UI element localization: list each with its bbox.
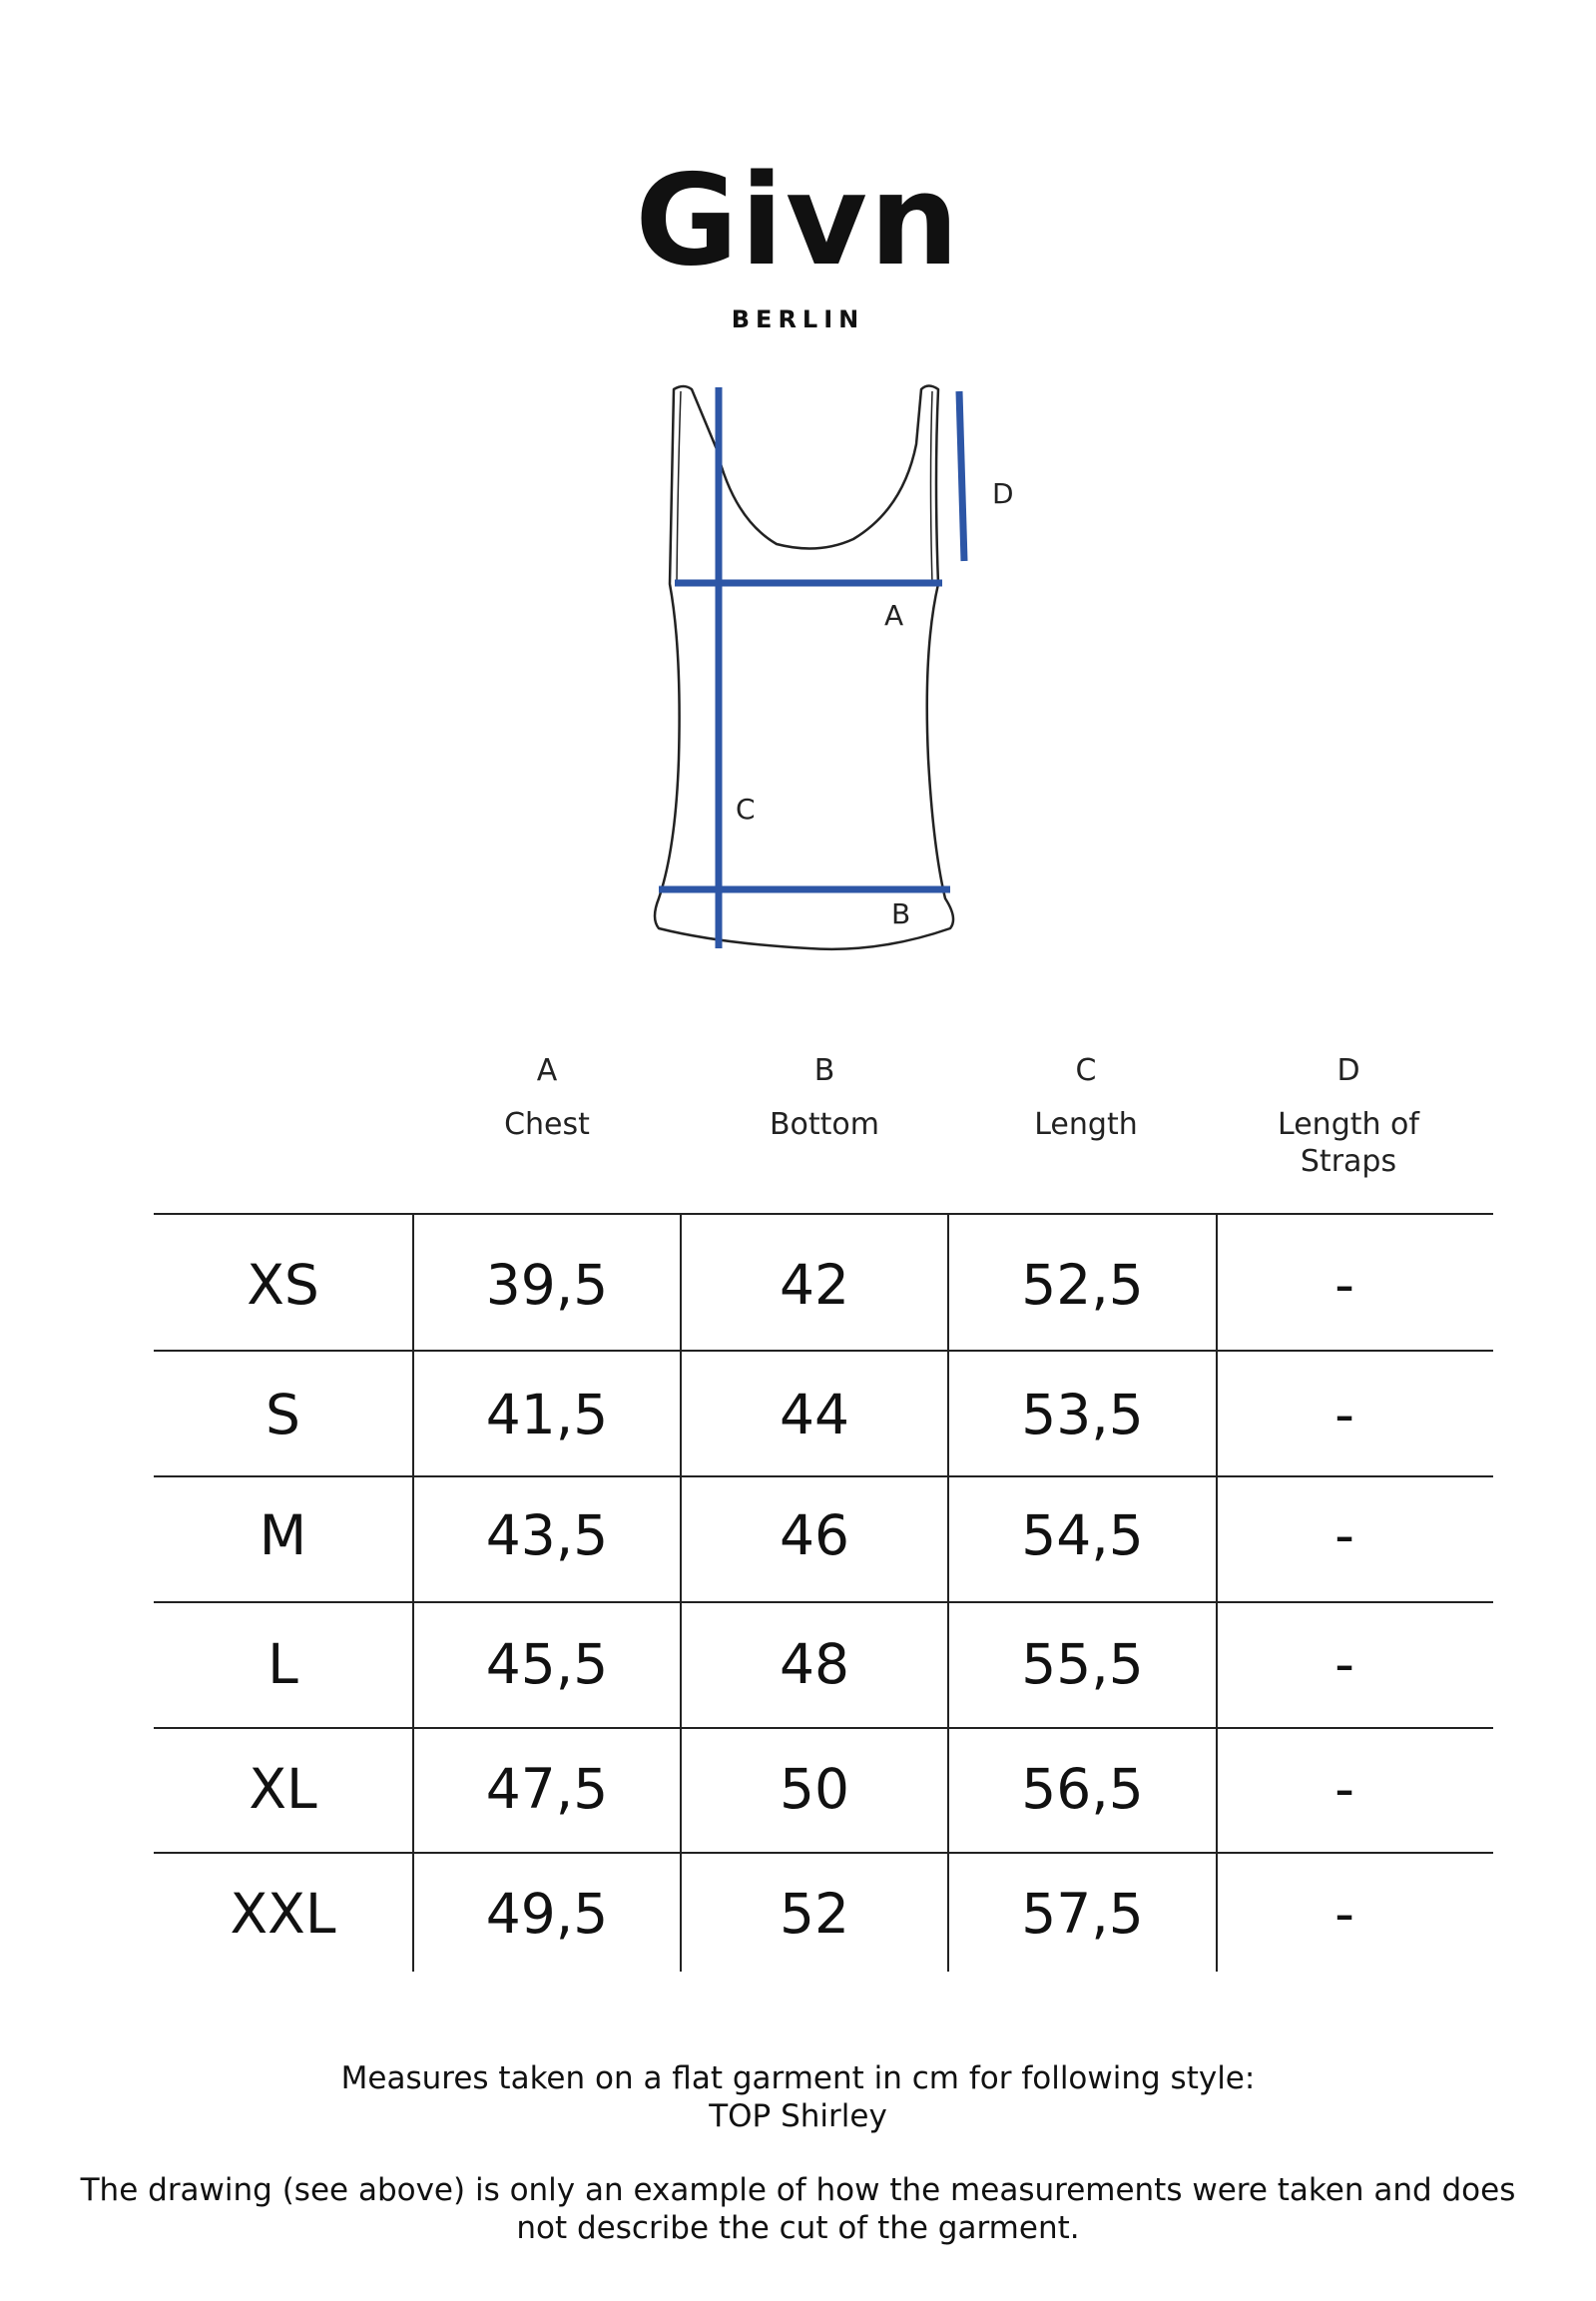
column-name: Length of Straps (1278, 1107, 1419, 1179)
brand-city: BERLIN (731, 305, 865, 333)
chest-value: 43,5 (485, 1503, 609, 1567)
column-header-length-of-straps (1244, 1052, 1453, 1180)
table-divider (1216, 1213, 1218, 1972)
length-value: 53,5 (1021, 1383, 1144, 1446)
chest-value: 47,5 (485, 1757, 609, 1821)
straps-value: - (1334, 1632, 1354, 1696)
note-line-4: not describe the cut of the garment. (516, 2210, 1080, 2246)
column-name: Chest (504, 1107, 590, 1142)
measure-label-c: C (736, 793, 756, 826)
note-line-1: Measures taken on a flat garment in cm for following style: (340, 2060, 1256, 2096)
length-value: 55,5 (1021, 1632, 1144, 1696)
column-letter: B (813, 1053, 835, 1088)
length-value: 52,5 (1021, 1253, 1144, 1317)
measure-label-d: D (992, 477, 1014, 510)
straps-value: - (1334, 1882, 1354, 1946)
chest-value: 45,5 (485, 1632, 609, 1696)
table-divider (947, 1213, 949, 1972)
column-letter: A (536, 1053, 558, 1088)
table-divider (412, 1213, 414, 1972)
note-line-3: The drawing (see above) is only an example of how the measurements were taken and does (80, 2172, 1516, 2208)
table-rule (154, 1727, 1493, 1729)
measurement-note (0, 2059, 1596, 2135)
straps-value: - (1334, 1383, 1354, 1446)
table-rule (154, 1475, 1493, 1477)
column-name: Bottom (769, 1107, 880, 1142)
straps-value: - (1334, 1503, 1354, 1567)
column-letter: D (1336, 1053, 1360, 1088)
bottom-value: 50 (780, 1757, 849, 1821)
length-value: 57,5 (1021, 1882, 1144, 1946)
measure-label-b: B (891, 897, 911, 930)
table-rule (154, 1350, 1493, 1352)
table-rule (154, 1852, 1493, 1854)
chest-value: 41,5 (485, 1383, 609, 1446)
size-label: XS (247, 1253, 319, 1317)
column-header-bottom (695, 1052, 954, 1143)
tank-top-outline (655, 386, 953, 949)
column-letter: C (1075, 1053, 1097, 1088)
garment-measurement-diagram (0, 0, 1596, 978)
bottom-value: 46 (780, 1503, 849, 1567)
table-divider (680, 1213, 682, 1972)
size-label: XL (249, 1757, 317, 1821)
chest-value: 49,5 (485, 1882, 609, 1946)
column-header-length (956, 1052, 1216, 1143)
straps-value: - (1334, 1253, 1354, 1317)
brand-name: Givn (635, 147, 961, 293)
bottom-value: 48 (780, 1632, 849, 1696)
measurement-lines (659, 387, 964, 948)
bottom-value: 44 (780, 1383, 849, 1446)
length-value: 54,5 (1021, 1503, 1144, 1567)
column-header-chest (417, 1052, 677, 1143)
drawing-disclaimer (0, 2171, 1596, 2247)
size-label: XXL (230, 1882, 336, 1946)
straps-value: - (1334, 1757, 1354, 1821)
style-name: TOP Shirley (709, 2098, 887, 2134)
measure-label-a: A (884, 599, 904, 632)
table-rule (154, 1601, 1493, 1603)
chest-value: 39,5 (485, 1253, 609, 1317)
measure-line-d (959, 391, 964, 561)
bottom-value: 42 (780, 1253, 849, 1317)
size-label: M (259, 1503, 307, 1567)
table-rule (154, 1213, 1493, 1215)
bottom-value: 52 (780, 1882, 849, 1946)
length-value: 56,5 (1021, 1757, 1144, 1821)
size-label: L (267, 1632, 298, 1696)
size-label: S (266, 1383, 300, 1446)
column-name: Length (1034, 1107, 1138, 1142)
